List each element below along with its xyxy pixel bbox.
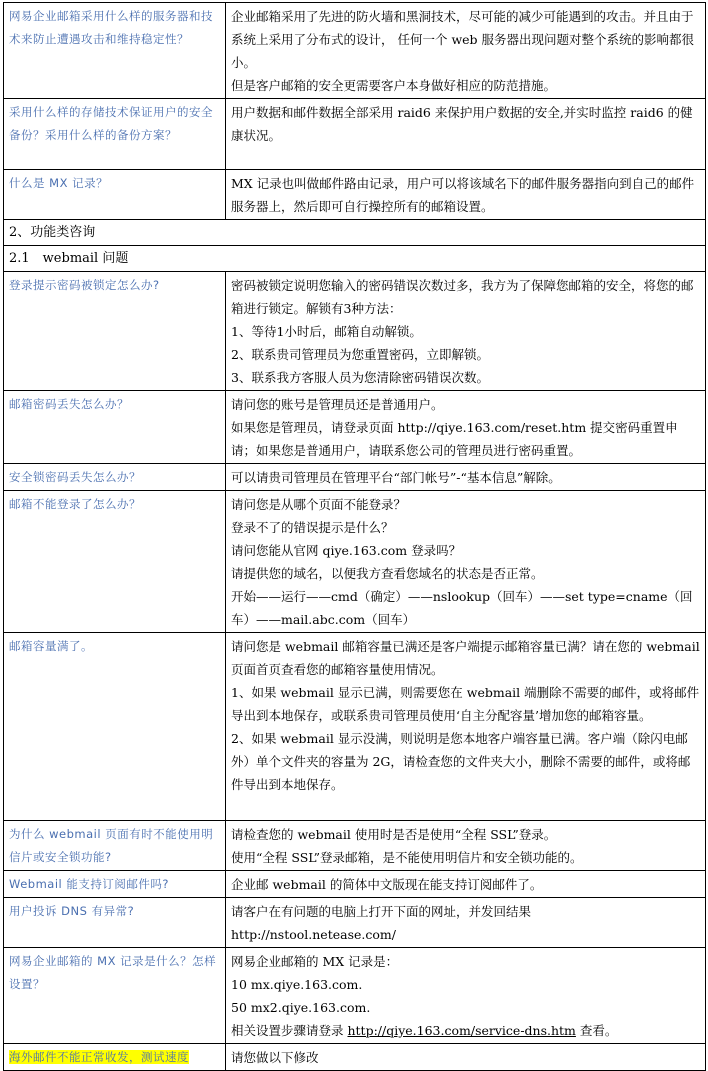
answer-line: 网易企业邮箱的 MX 记录是： [231,954,399,969]
question-cell: 邮箱不能登录了怎么办？ [4,491,226,633]
answer-line: http://nstool.netease.com/ [231,927,396,942]
answer-line: 2、联系贵司管理员为您重置密码，立即解锁。 [231,347,489,362]
table-row [4,821,706,871]
table-row [4,1044,706,1071]
answer-line: 请问您能从官网 qiye.163.com 登录吗？ [231,543,462,558]
answer-line: 但是客户邮箱的安全更需要客户本身做好相应的防范措施。 [231,78,557,93]
answer-line: 企业邮箱采用了先进的防火墙和黑洞技术，尽可能的减少可能遇到的攻击。并且由于系统上采用了分布式的设计， 任何一个 web 服务器出现问题对整个系统的影响都很小。 [231,9,695,70]
section-row [4,220,706,246]
answer-line: 请问您的账号是管理员还是普通用户。 [231,397,444,412]
section-title: 2、功能类咨询 [4,220,706,246]
link-suffix: 查看。 [575,1023,618,1038]
question-cell: 为什么 webmail 页面有时不能使用明信片或安全锁功能? [4,821,226,871]
question-cell: 用户投诉 DNS 有异常? [4,898,226,948]
answer-cell [226,272,706,391]
answer-line: 请检查您的 webmail 使用时是否是使用“全程 SSL”登录。 [231,827,557,842]
table-row [4,464,706,491]
answer-line: 使用“全程 SSL”登录邮箱，是不能使用明信片和安全锁功能的。 [231,850,583,865]
answer-line: 1、如果 webmail 显示已满，则需要您在 webmail 端删除不需要的邮件，或将邮件导出到本地保存，或联系贵司管理员使用‘自主分配容量’增加您的邮箱容量。 [231,685,700,723]
table-row [4,170,706,220]
answer-cell [226,464,706,491]
answer-line: 请问您是从哪个页面不能登录？ [231,497,407,512]
table-row [4,99,706,170]
answer-line [231,1019,700,1042]
question-cell [4,1044,226,1071]
answer-cell [226,3,706,99]
question-cell: 网易企业邮箱采用什么样的服务器和技术来防止遭遇攻击和维持稳定性？ [4,3,226,99]
subsection-row [4,246,706,272]
answer-line: 企业邮 webmail 的简体中文版现在能支持订阅邮件了。 [231,877,543,892]
dns-settings-link[interactable]: http://qiye.163.com/service-dns.htm [347,1023,576,1038]
question-cell: 采用什么样的存储技术保证用户的安全备份？采用什么样的备份方案？ [4,99,226,170]
question-cell: 网易企业邮箱的 MX 记录是什么？怎样设置？ [4,948,226,1044]
answer-line: 请提供您的域名，以便我方查看您域名的状态是否正常。 [231,566,544,581]
question-cell: 邮箱容量满了。 [4,633,226,821]
question-cell: 安全锁密码丢失怎么办？ [4,464,226,491]
question-cell: 登录提示密码被锁定怎么办? [4,272,226,391]
table-row [4,871,706,898]
table-row [4,948,706,1044]
answer-cell [226,948,706,1044]
answer-line: 用户数据和邮件数据全部采用 raid6 来保护用户数据的安全,并实时监控 raid6 的健康状况。 [231,105,693,143]
question-cell: 什么是 MX 记录？ [4,170,226,220]
answer-line: 可以请贵司管理员在管理平台“部门帐号”-“基本信息”解除。 [231,470,561,485]
link-prefix: 相关设置步骤请登录 [231,1023,348,1038]
answer-line: 密码被锁定说明您输入的密码错误次数过多，我方为了保障您邮箱的安全，将您的邮箱进行锁定。解锁有3种方法： [231,278,694,316]
answer-line: 请问您是 webmail 邮箱容量已满还是客户端提示邮箱容量已满？请在您的 webmail 页面首页查看您的邮箱容量使用情况。 [231,639,700,677]
table-row [4,3,706,99]
answer-line: 2、如果 webmail 显示没满，则说明是您本地客户端容量已满。客户端（除闪电邮外）单个文件夹的容量为 2G，请检查您的文件夹大小，删除不需要的邮件，或将邮件导出到本地保存。 [231,731,691,792]
question-cell: Webmail 能支持订阅邮件吗? [4,871,226,898]
answer-cell [226,99,706,170]
answer-cell [226,821,706,871]
answer-line: 1、等待1小时后，邮箱自动解锁。 [231,324,422,339]
answer-line: 请客户在有问题的电脑上打开下面的网址，并发回结果 [231,904,532,919]
answer-cell [226,391,706,464]
answer-cell [226,491,706,633]
answer-line: 登录不了的错误提示是什么？ [231,520,394,535]
faq-table [3,2,706,1071]
answer-line: 50 mx2.qiye.163.com. [231,1000,371,1015]
answer-cell [226,871,706,898]
table-row [4,898,706,948]
answer-cell [226,170,706,220]
answer-cell [226,898,706,948]
table-row [4,391,706,464]
answer-line: 开始——运行——cmd（确定）——nslookup（回车）——set type=cname（回车）——mail.abc.com（回车） [231,589,693,627]
answer-line: MX 记录也叫做邮件路由记录，用户可以将该域名下的邮件服务器指向到自己的邮件服务器上，然后即可自行操控所有的邮箱设置。 [231,176,695,214]
answer-cell [226,1044,706,1071]
table-row [4,272,706,391]
table-row [4,491,706,633]
answer-cell [226,633,706,821]
subsection-title: 2.1 webmail 问题 [4,246,706,272]
highlighted-question: 海外邮件不能正常收发，测试速度 [9,1050,189,1064]
answer-line: 如果您是管理员，请登录页面 http://qiye.163.com/reset.htm 提交密码重置申请；如果您是普通用户，请联系您公司的管理员进行密码重置。 [231,420,678,458]
answer-line: 10 mx.qiye.163.com. [231,977,363,992]
answer-line: 请您做以下修改 [231,1050,319,1065]
answer-line: 3、联系我方客服人员为您清除密码错误次数。 [231,370,489,385]
table-row [4,633,706,821]
question-cell: 邮箱密码丢失怎么办？ [4,391,226,464]
